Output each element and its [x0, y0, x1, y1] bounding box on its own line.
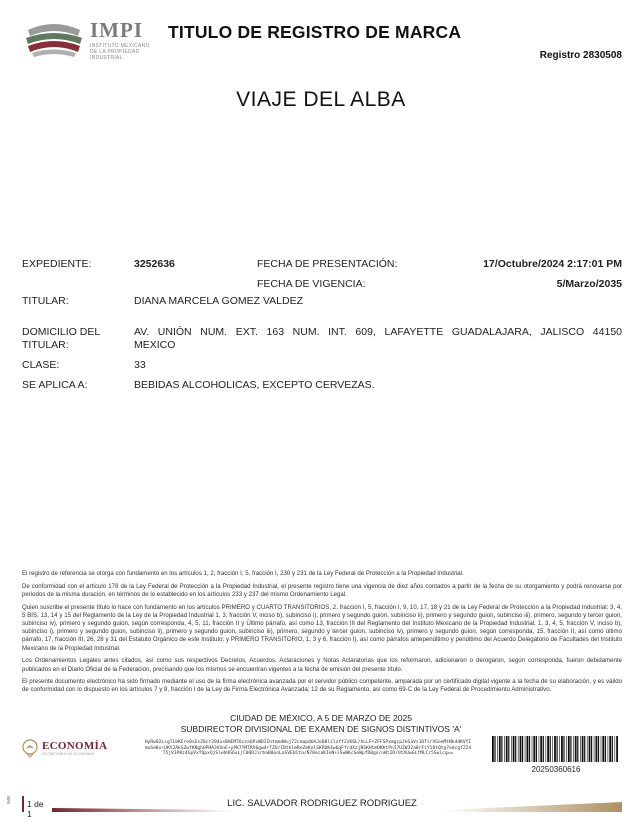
impi-logo-subtitle: INSTITUTO MEXICANO DE LA PROPIEDAD INDUSTRIAL: [90, 43, 150, 61]
document-header: [22, 16, 622, 66]
aplica-label: SE APLICA A:: [22, 379, 88, 391]
fecha-vigencia-value: 5/Marzo/2035: [556, 278, 622, 290]
economia-name: ECONOMÍA: [42, 740, 108, 752]
digital-signature: HyRw02LsgTLbKEre0sEsZ0cr294usBHEM76szaQPvWDIIhtmmdWuj72cmapdUAJoB8lzlzffZzK6L/hLLF+ZFFSPxmgcpJkGaVs1DTirXGoeMtNk4dKVYImuSeKv+UKt2AkSZwfKNghOPHA3VXnE+yPK7YMTRX6gw4rTZU/IBtklmReZeKolSKRUK4w6qFfrdXzjNSKHtmDKKtPnI7UZW32a0rFiY10tQtg7edcgfZ24T5jV1P8z4GpVxfQpxQjSlwhHG6xLjC0QRJirbaB0onLoSVEUCta/N70ecaKIeN+iSwWKcSeWpfD0go/nWtIR/UtXUwGLfMLCr5Swlcg==: [144, 740, 472, 757]
page-number: 1 de 1: [22, 796, 50, 812]
fecha-presentacion-value: 17/Octubre/2024 2:17:01 PM: [483, 258, 622, 270]
legal-text: [22, 570, 622, 699]
expediente-label: EXPEDIENTE:: [22, 258, 92, 270]
authority: SUBDIRECTOR DIVISIONAL DE EXAMEN DE SIGNOS DISTINTIVOS 'A': [180, 724, 462, 734]
clase-value: 33: [134, 359, 146, 371]
domicilio-label: DOMICILIO DEL TITULAR:: [22, 326, 101, 351]
legal-paragraph: El registro de referencia se otorga con fundamento en los artículos 1, 2, fracción I, 5, fracción I, 230 y 231 de la Ley Federal de Protección a la Propiedad Industrial.: [22, 570, 464, 577]
footer-right-bar: [442, 796, 622, 812]
signer-name: LIC. SALVADOR RODRIGUEZ RODRIGUEZ: [227, 798, 417, 809]
mark-name: VIAJE DEL ALBA: [236, 88, 406, 111]
legal-paragraph: Quien suscribe el presente título lo hace con fundamento en los artículos PRIMERO y CUARTO TRANSITORIOS, 2, fracción I, 5, fracción I, 9, 10, 17, 18 y 21 de la Ley Federal de Protección a la Propiedad Industrial; 3, 4, 5 BIS, 13, 14 y 15 del Reglamento de la Ley de la Propiedad Industrial 1, 3, fracción V, inciso b), subinciso i), primero y segundo guion, subinciso ii), primero y segundo guion, subinciso iii), primero, segundo y tercer guion, subinciso iv), primero y segundo guion, según corresponda, 4, 5, 11, fracción II y Último párrafo, así como 13, fracción III del Reglamento del Instituto Mexicano de la Propiedad Industrial, 1, 3, 4, 5, fracción V, inciso b), subinciso i), primero y segundo guion, subinciso ii), primero y segundo guion, subinciso iii), primero, segundo y tercer guion, subinciso iv), primero y segundo guion, según corresponda, 15, fracción II, así como último párrafo, 17, fracción III, 26, 28 y 31 del Estatuto Orgánico de este Instituto; y PRIMERO TRANSITORIO, 1, 3 y 6, fracción I), así como párrafos antepenúltimo y penúltimo del Acuerdo Delegatorio de Facultades del Instituto Mexicano de la Propiedad Industrial.: [22, 603, 622, 652]
registro-number: Registro 2830508: [539, 50, 622, 61]
legal-paragraph: De conformidad con el artículo 178 de la Ley Federal de Protección a la Propiedad Industrial, el presente registro tiene una vigencia de diez años contados a partir de la fecha de su otorgamiento y podrá renovarse por periodos de la misma duración, en términos de lo establecido en los artículos 233 y 237 del mismo Ordenamiento Legal.: [22, 582, 622, 598]
fecha-presentacion-label: FECHA DE PRESENTACIÓN:: [257, 258, 398, 270]
place-date-block: [0, 713, 642, 735]
titular-value: DIANA MARCELA GOMEZ VALDEZ: [134, 295, 304, 307]
place-date: CIUDAD DE MÉXICO, A 5 DE MARZO DE 2025: [230, 713, 412, 723]
page-footer: [22, 796, 622, 819]
fecha-vigencia-label: FECHA DE VIGENCIA:: [257, 278, 366, 290]
expediente-value: 3252636: [134, 258, 175, 270]
barcode-icon: [492, 736, 620, 762]
aplica-value: BEBIDAS ALCOHOLICAS, EXCEPTO CERVEZAS.: [134, 379, 375, 391]
impi-logo-text: [90, 18, 162, 61]
impi-logo-name: IMPI: [90, 18, 143, 42]
side-tag: IMB: [6, 796, 11, 805]
economia-subtitle: SECRETARÍA DE ECONOMÍA: [42, 752, 95, 756]
impi-logo-icon: [22, 20, 86, 60]
legal-paragraph: Los Ordenamientos Legales antes citados, así como sus respectivos Decretos, Acuerdos, Aclaraciones y Notas Aclaratorias que los reformaron, adicionaron o derogaron, según corresponda, fueron debidamente publicados en el Diario Oficial de la Federación, precisando que los mismos se encuentran vigentes a la fecha de emisión del presente título.: [22, 657, 622, 673]
eagle-emblem-icon: [22, 738, 38, 758]
clase-label: CLASE:: [22, 359, 60, 371]
document-title: TITULO DE REGISTRO DE MARCA: [168, 22, 462, 42]
titular-label: TITULAR:: [22, 295, 69, 307]
domicilio-value: AV. UNIÓN NUM. EXT. 163 NUM. INT. 609, LAFAYETTE GUADALAJARA, JALISCO 44150 MEXICO: [134, 326, 622, 351]
economia-logo: [22, 738, 132, 760]
legal-paragraph: El presente documento electrónico ha sido firmado mediante el uso de la firma electrónica avanzada por el servidor público competente, amparada por un certificado digital vigente a la fecha de su elaboración, y es válido de conformidad con lo dispuesto en los artículos 7 y 9, fracción I de la Ley de Firma Electrónica Avanzada; 12 de su Reglamento, así como 69-C de la Ley Federal de Procedimiento Administrativo.: [22, 678, 622, 694]
barcode-number: 20250360616: [531, 765, 581, 774]
